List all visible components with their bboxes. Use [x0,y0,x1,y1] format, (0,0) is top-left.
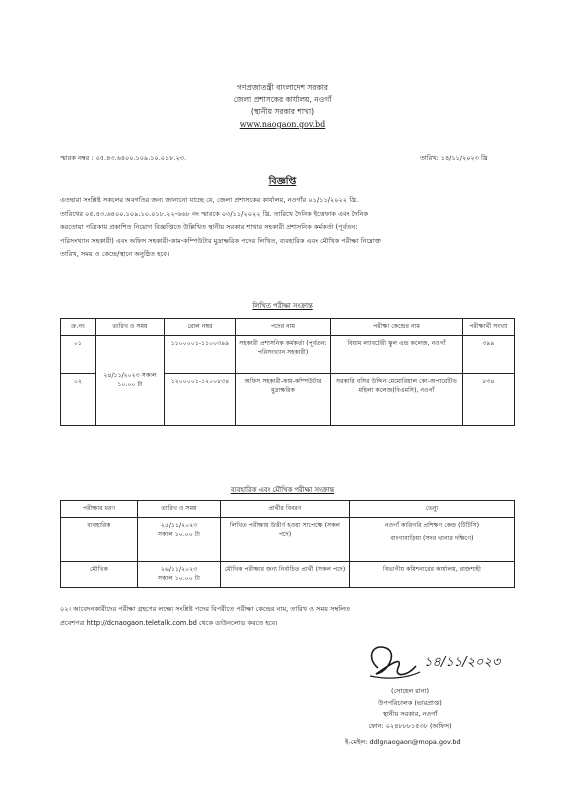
website-link[interactable]: www.naogaon.gov.bd [239,120,326,129]
table-row [61,517,515,561]
signatory-office: স্থানীয় সরকার, নওগাঁ [382,710,438,718]
column-header-exam-type: পরীক্ষার ধরণ [61,501,138,518]
practical-exam-table [60,500,515,588]
paragraph-1-line-4: পরিসংখ্যান সহকারী) এবং অফিস সহকারী-কাম-কম্পিউটার মুদ্রাক্ষরিক পদের লিখিত, ব্যবহারিক এবং মৌখিক পরীক্ষা নিম্নোক্ত [60,236,382,245]
table-row [61,561,515,587]
practical-row-1-venue-line-1: নওগাঁ কারিগরি প্রশিক্ষণ কেন্দ্র (টিটিসি) [384,521,480,529]
table-header-row [61,319,515,336]
practical-exam-title: ব্যবহারিক এবং মৌখিক পরীক্ষা সংক্রান্ত [230,486,335,494]
column-header-serial: ক্র.নং [61,319,96,336]
signature-handwritten-date: ১৪/১১/২০২৩ [424,655,501,670]
practical-row-1-desc: লিখিত পরীক্ষায় উত্তীর্ণ হওয়া সাপেক্ষে (সকল পদে) [221,517,350,561]
table-header-row [61,501,515,518]
notice-title: বিজ্ঞপ্তি [268,176,297,187]
practical-row-2-date: ২৬/১১/২০২৩ [160,565,198,573]
practical-row-2-datetime [138,561,221,587]
paragraph-2-line-1: ০২। আবেদনকারীদের পরীক্ষা গ্রহণের লক্ষ্যে সংশ্লিষ্ট পদের বিপরীতে পরীক্ষা কেন্দ্রের নাম, তারিখ ও সময় সম্বলিত [60,605,351,613]
row-1-post: সহকারী প্রশাসনিক কর্মকর্তা (পূর্বতন: পরিসংখ্যান সহকারী) [236,335,331,373]
practical-row-1-datetime [138,517,221,561]
header-website[interactable] [0,119,565,130]
column-header-roll: রোল নম্বর [165,319,236,336]
column-header-candidate-details: প্রার্থীর বিবরণ [221,501,350,518]
memo-date: তারিখ: ১৪/১১/২০২৩ খ্রি [420,154,488,162]
signatory-designation: উপপরিচালক (ভারপ্রাপ্ত) [378,698,442,707]
signature-block [350,686,470,732]
row-2-serial: ০২ [61,373,96,425]
paragraph-2-line-2: প্রবেশপত্র http://dcnaogaon.teletalk.com.bd থেকে ডাউনলোড করতে হবে। [60,618,278,627]
row-1-count: ৩৯৯ [463,335,515,373]
header-line-1: গণপ্রজাতন্ত্রী বাংলাদেশ সরকার [236,83,329,92]
paragraph-1-line-2: তারিখের ০৫.৪৩.৬৪০০.১০৯.১০.০১৮.২২-৬৬৮ নং স্মারকে ০৩/১১/২০২২ খ্রি. তারিখে দৈনিক ইত্তেফাক এবং দৈনিক [60,209,369,218]
signatory-email[interactable]: ই-মেইল: ddlgnaogaon@mopa.gov.bd [345,738,461,746]
header-line-3: (স্থানীয় সরকার শাখা) [250,107,315,116]
notice-paragraph-2 [60,603,515,630]
paragraph-1-line-3: করতোয়া পত্রিকায় প্রকাশিত নিয়োগ বিজ্ঞপ্তিতে উল্লিখিত স্থানীয় সরকার শাখার সহকারী প্রশাসনিক কর্মকর্তা (পূর্বতন: [60,223,358,231]
column-header-venue: ভেন্যু [350,501,515,518]
practical-row-1-type: ব্যবহারিক [61,517,138,561]
column-header-candidates: পরীক্ষার্থী সংখ্যা [463,319,515,336]
practical-row-1-venue [350,517,515,561]
row-1-serial: ০১ [61,335,96,373]
signatory-name: (সোহেল রানা) [390,687,430,695]
practical-row-2-venue: বিভাগীয় কমিশনারের কার্যালয়, রাজশাহী [350,561,515,587]
written-date-time: ২৪/১১/২০২৩ সকাল ১০.০০ টা [96,335,165,425]
column-header-date-time: তারিখ ও সময় [96,319,165,336]
column-header-centre: পরীক্ষা কেন্দ্রের নাম [331,319,463,336]
memo-reference: স্মারক নম্বর : ০৫.৪৩.৬৪০০.১০৯.১০.০১৮.২৩. [60,154,187,162]
column-header-date-time: তারিখ ও সময় [138,501,221,518]
row-2-post: অফিস সহকারী-কাম-কম্পিউটার মুদ্রাক্ষরিক [236,373,331,425]
column-header-post: পদের নাম [236,319,331,336]
written-exam-title: লিখিত পরীক্ষা সংক্রান্ত [252,302,313,310]
row-1-roll: ১১০০০০১-১১০০৩৯৯ [165,335,236,373]
notice-paragraph-1 [60,194,515,262]
practical-row-1-venue-line-2: বাংগাবাড়িয়া (সদর থানার দক্ষিণে) [390,535,474,542]
row-2-count: ৮৩৪ [463,373,515,425]
row-2-centre: সরকারি বসির উদ্দিন মেমোরিয়াল কো-অপারেটিভ মহিলা কলেজ(বিএমসি), নওগাঁ [331,373,463,425]
practical-row-1-date: ২৫/১১/২০২৩ [160,521,198,529]
table-row [61,335,515,373]
header-line-2: জেলা প্রশাসকের কার্যালয়, নওগাঁ [233,95,332,104]
practical-row-2-time: সকাল ১০.০০ টা [158,575,200,582]
signatory-phone: ফোন: ০২৪৮৮৮১৫৩৮ (অফিস) [368,721,452,730]
paragraph-1-line-1: এতদ্বারা সংশ্লিষ্ট সকলের অবগতির জন্য জানানো যাচ্ছে যে, জেলা প্রশাসকের কার্যালয়, নওগাঁর ০১/১১/২০২২ খ্রি. [60,196,359,204]
practical-row-2-type: মৌখিক [61,561,138,587]
written-exam-table [60,318,515,426]
practical-row-2-desc: মৌখিক পরীক্ষার জন্য নির্বাচিত প্রার্থী (সকল পদে) [221,561,350,587]
signature-scribble [358,638,528,690]
row-1-centre: বিয়াম ল্যাবটেরী স্কুল এন্ড কলেজ, নওগাঁ [331,335,463,373]
practical-row-1-time: সকাল ১০.০০ টা [158,531,200,538]
row-2-roll: ১২০০০০১-১২০০৮৩৪ [165,373,236,425]
paragraph-1-line-5: তারিখ, সময় ও কেন্দ্রে/স্থানে অনুষ্ঠিত হবে। [60,250,170,258]
